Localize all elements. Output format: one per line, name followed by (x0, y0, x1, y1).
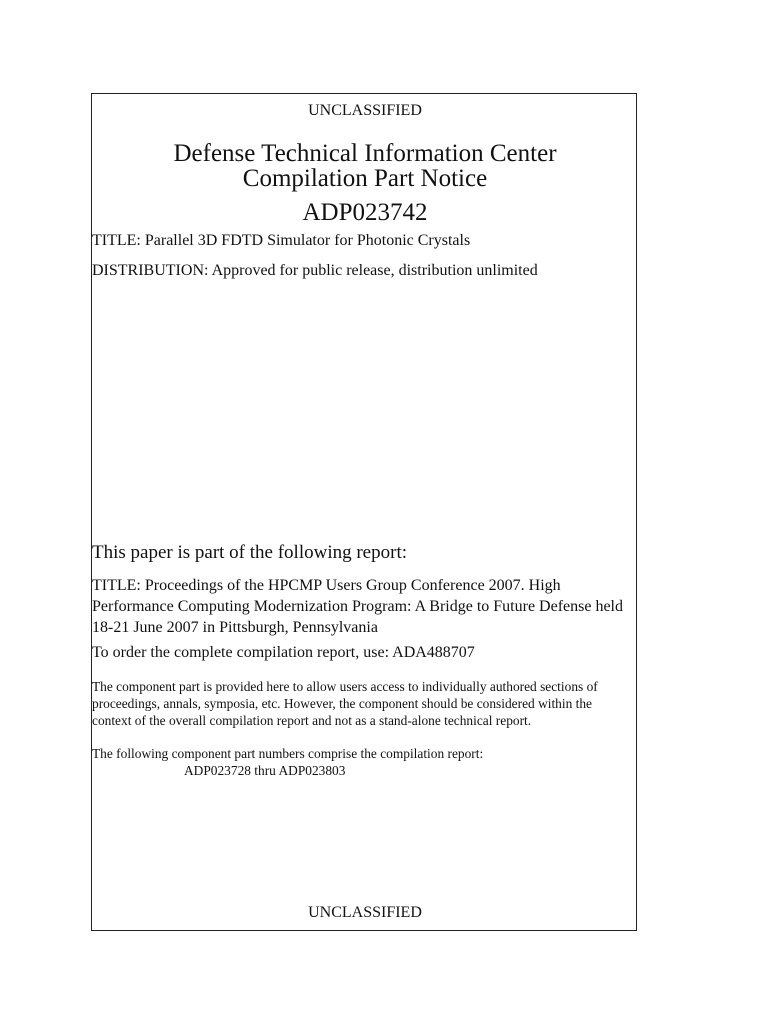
distribution-line (92, 262, 538, 280)
report-title-block (92, 575, 632, 638)
parts-intro: The following component part numbers comprise the compilation report: (92, 746, 484, 761)
order-text: To order the complete compilation report, use: (92, 644, 390, 661)
order-id: ADA488707 (392, 644, 475, 661)
notice-frame (91, 93, 637, 931)
document-id: ADP023742 (302, 199, 428, 226)
notice-title: Compilation Part Notice (242, 165, 488, 192)
order-line (92, 644, 475, 662)
component-title-line (92, 232, 470, 250)
classification-bottom: UNCLASSIFIED (308, 904, 422, 921)
component-note: The component part is provided here to allow users access to individually authored sections of proceedings, annals, symposia, etc. However, the component should be considered within the context of the overall compilation report and not as a stand-alone technical report. (92, 679, 598, 728)
distribution-value: Approved for public release, distribution unlimited (211, 262, 538, 279)
distribution-label: DISTRIBUTION: (92, 262, 209, 279)
center-name: Defense Technical Information Center (173, 140, 557, 167)
report-heading: This paper is part of the following report: (92, 542, 408, 563)
report-title-value: Proceedings of the HPCMP Users Group Conference 2007. High Performance Computing Modernization Program: A Bridge to Future Defense held 18-21 June 2007 in Pittsburgh, Pennsylvania (92, 577, 623, 636)
report-title-label: TITLE: (92, 577, 141, 594)
component-title-value: Parallel 3D FDTD Simulator for Photonic Crystals (144, 232, 471, 249)
component-title-label: TITLE: (92, 232, 141, 249)
parts-range: ADP023728 thru ADP023803 (184, 763, 346, 778)
classification-top: UNCLASSIFIED (308, 102, 422, 119)
